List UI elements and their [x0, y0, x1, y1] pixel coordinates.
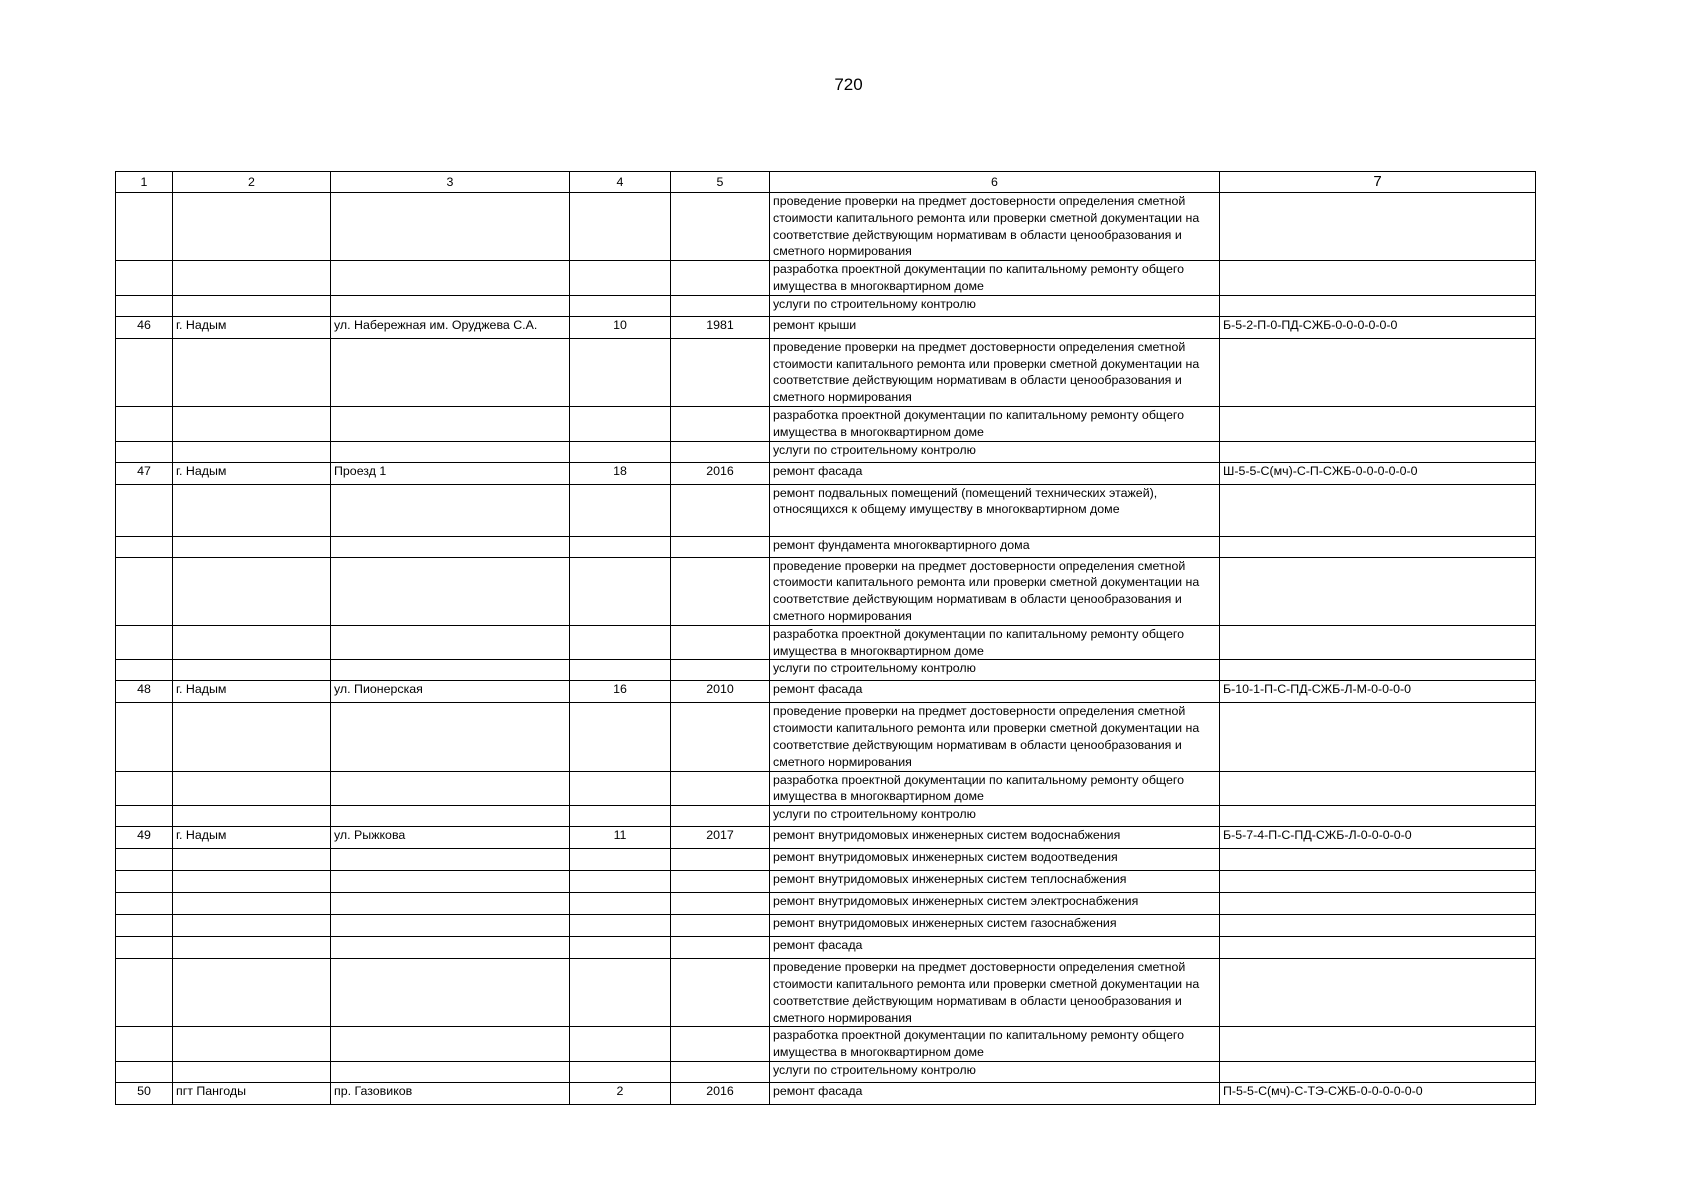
- city-cell: г. Надым: [173, 681, 331, 703]
- work-item-row: [116, 625, 1536, 660]
- work-item-row: [116, 1061, 1536, 1082]
- house-number-cell: [570, 660, 671, 681]
- year-built-cell: 2017: [671, 827, 770, 849]
- street-cell: [331, 1061, 570, 1082]
- work-type-cell: ремонт фасада: [770, 1082, 1220, 1104]
- city-cell: г. Надым: [173, 316, 331, 338]
- city-cell: [173, 536, 331, 557]
- work-type-cell: ремонт фасада: [770, 681, 1220, 703]
- work-item-row: [116, 660, 1536, 681]
- city-cell: [173, 406, 331, 441]
- column-number: 7: [1220, 172, 1536, 193]
- building-code-cell: [1220, 295, 1536, 316]
- work-item-row: [116, 406, 1536, 441]
- street-cell: [331, 893, 570, 915]
- column-number: 1: [116, 172, 173, 193]
- building-code-cell: [1220, 406, 1536, 441]
- column-number: 6: [770, 172, 1220, 193]
- year-built-cell: [671, 849, 770, 871]
- street-cell: [331, 295, 570, 316]
- year-built-cell: [671, 660, 770, 681]
- repair-program-table: [115, 171, 1536, 1105]
- year-built-cell: 1981: [671, 316, 770, 338]
- building-row: [116, 681, 1536, 703]
- column-number: 5: [671, 172, 770, 193]
- building-code-cell: [1220, 959, 1536, 1027]
- house-number-cell: 10: [570, 316, 671, 338]
- building-code-cell: [1220, 625, 1536, 660]
- house-number-cell: [570, 536, 671, 557]
- work-item-row: [116, 959, 1536, 1027]
- work-type-cell: разработка проектной документации по капитальному ремонту общего имущества в многоквартирном доме: [770, 261, 1220, 296]
- row-number-cell: [116, 295, 173, 316]
- column-number-row: [116, 172, 1536, 193]
- building-row: [116, 1082, 1536, 1104]
- row-number-cell: [116, 915, 173, 937]
- work-type-cell: ремонт фундамента многоквартирного дома: [770, 536, 1220, 557]
- building-code-cell: [1220, 703, 1536, 771]
- year-built-cell: [671, 557, 770, 625]
- city-cell: [173, 893, 331, 915]
- row-number-cell: [116, 959, 173, 1027]
- building-code-cell: [1220, 441, 1536, 462]
- work-type-cell: ремонт внутридомовых инженерных систем теплоснабжения: [770, 871, 1220, 893]
- row-number-cell: 49: [116, 827, 173, 849]
- street-cell: пр. Газовиков: [331, 1082, 570, 1104]
- building-code-cell: [1220, 261, 1536, 296]
- street-cell: [331, 557, 570, 625]
- work-item-row: [116, 806, 1536, 827]
- city-cell: [173, 193, 331, 261]
- building-code-cell: [1220, 937, 1536, 959]
- work-type-cell: ремонт внутридомовых инженерных систем водоснабжения: [770, 827, 1220, 849]
- street-cell: ул. Пионерская: [331, 681, 570, 703]
- street-cell: [331, 871, 570, 893]
- year-built-cell: [671, 771, 770, 806]
- work-item-row: [116, 441, 1536, 462]
- work-type-cell: услуги по строительному контролю: [770, 806, 1220, 827]
- work-item-row: [116, 261, 1536, 296]
- house-number-cell: [570, 915, 671, 937]
- city-cell: [173, 625, 331, 660]
- row-number-cell: 46: [116, 316, 173, 338]
- year-built-cell: [671, 703, 770, 771]
- street-cell: ул. Рыжкова: [331, 827, 570, 849]
- row-number-cell: [116, 338, 173, 406]
- street-cell: [331, 915, 570, 937]
- city-cell: [173, 871, 331, 893]
- house-number-cell: 16: [570, 681, 671, 703]
- building-code-cell: [1220, 557, 1536, 625]
- row-number-cell: [116, 406, 173, 441]
- building-code-cell: [1220, 536, 1536, 557]
- row-number-cell: [116, 937, 173, 959]
- street-cell: [331, 261, 570, 296]
- work-item-row: [116, 557, 1536, 625]
- building-code-cell: [1220, 1027, 1536, 1062]
- building-code-cell: [1220, 1061, 1536, 1082]
- house-number-cell: [570, 871, 671, 893]
- work-item-row: [116, 1027, 1536, 1062]
- house-number-cell: [570, 937, 671, 959]
- building-row: [116, 462, 1536, 484]
- street-cell: [331, 338, 570, 406]
- work-type-cell: ремонт фасада: [770, 937, 1220, 959]
- city-cell: [173, 660, 331, 681]
- city-cell: г. Надым: [173, 462, 331, 484]
- house-number-cell: [570, 338, 671, 406]
- year-built-cell: [671, 261, 770, 296]
- building-code-cell: [1220, 484, 1536, 536]
- street-cell: [331, 806, 570, 827]
- street-cell: [331, 484, 570, 536]
- work-item-row: [116, 338, 1536, 406]
- building-code-cell: [1220, 849, 1536, 871]
- work-type-cell: проведение проверки на предмет достоверности определения сметной стоимости капитального ремонта или проверки сметной документации на соответствие действующим нормативам в области ценообразования и сметного нормирования: [770, 338, 1220, 406]
- street-cell: [331, 625, 570, 660]
- city-cell: [173, 261, 331, 296]
- house-number-cell: 18: [570, 462, 671, 484]
- city-cell: [173, 806, 331, 827]
- city-cell: [173, 771, 331, 806]
- work-type-cell: разработка проектной документации по капитальному ремонту общего имущества в многоквартирном доме: [770, 625, 1220, 660]
- city-cell: [173, 1027, 331, 1062]
- city-cell: [173, 338, 331, 406]
- street-cell: [331, 193, 570, 261]
- street-cell: [331, 771, 570, 806]
- street-cell: [331, 849, 570, 871]
- year-built-cell: 2010: [671, 681, 770, 703]
- year-built-cell: [671, 625, 770, 660]
- city-cell: [173, 915, 331, 937]
- column-number: 2: [173, 172, 331, 193]
- building-row: [116, 316, 1536, 338]
- street-cell: [331, 406, 570, 441]
- city-cell: [173, 849, 331, 871]
- work-type-cell: проведение проверки на предмет достоверности определения сметной стоимости капитального ремонта или проверки сметной документации на соответствие действующим нормативам в области ценообразования и сметного нормирования: [770, 557, 1220, 625]
- building-code-cell: Ш-5-5-С(мч)-С-П-СЖБ-0-0-0-0-0-0: [1220, 462, 1536, 484]
- work-type-cell: проведение проверки на предмет достоверности определения сметной стоимости капитального ремонта или проверки сметной документации на соответствие действующим нормативам в области ценообразования и сметного нормирования: [770, 193, 1220, 261]
- work-type-cell: ремонт фасада: [770, 462, 1220, 484]
- city-cell: [173, 441, 331, 462]
- row-number-cell: [116, 893, 173, 915]
- city-cell: пгт Пангоды: [173, 1082, 331, 1104]
- work-item-row: [116, 536, 1536, 557]
- street-cell: [331, 441, 570, 462]
- row-number-cell: [116, 660, 173, 681]
- street-cell: [331, 959, 570, 1027]
- work-item-row: [116, 295, 1536, 316]
- year-built-cell: [671, 193, 770, 261]
- building-code-cell: [1220, 193, 1536, 261]
- work-item-row: [116, 703, 1536, 771]
- work-type-cell: услуги по строительному контролю: [770, 441, 1220, 462]
- building-code-cell: [1220, 771, 1536, 806]
- row-number-cell: [116, 703, 173, 771]
- house-number-cell: [570, 557, 671, 625]
- city-cell: [173, 1061, 331, 1082]
- work-type-cell: ремонт внутридомовых инженерных систем электроснабжения: [770, 893, 1220, 915]
- work-item-row: [116, 849, 1536, 871]
- year-built-cell: [671, 915, 770, 937]
- row-number-cell: [116, 261, 173, 296]
- building-code-cell: Б-5-2-П-0-ПД-СЖБ-0-0-0-0-0-0: [1220, 316, 1536, 338]
- street-cell: [331, 703, 570, 771]
- city-cell: [173, 295, 331, 316]
- year-built-cell: [671, 484, 770, 536]
- column-number: 3: [331, 172, 570, 193]
- building-code-cell: [1220, 871, 1536, 893]
- house-number-cell: 2: [570, 1082, 671, 1104]
- row-number-cell: [116, 557, 173, 625]
- year-built-cell: [671, 406, 770, 441]
- house-number-cell: [570, 806, 671, 827]
- row-number-cell: [116, 441, 173, 462]
- row-number-cell: [116, 806, 173, 827]
- row-number-cell: 48: [116, 681, 173, 703]
- work-item-row: [116, 915, 1536, 937]
- year-built-cell: [671, 871, 770, 893]
- year-built-cell: [671, 536, 770, 557]
- year-built-cell: [671, 806, 770, 827]
- street-cell: [331, 536, 570, 557]
- row-number-cell: 50: [116, 1082, 173, 1104]
- row-number-cell: [116, 771, 173, 806]
- work-type-cell: разработка проектной документации по капитальному ремонту общего имущества в многоквартирном доме: [770, 406, 1220, 441]
- work-item-row: [116, 193, 1536, 261]
- house-number-cell: [570, 484, 671, 536]
- city-cell: [173, 703, 331, 771]
- building-code-cell: Б-10-1-П-С-ПД-СЖБ-Л-М-0-0-0-0: [1220, 681, 1536, 703]
- work-item-row: [116, 771, 1536, 806]
- house-number-cell: [570, 1061, 671, 1082]
- house-number-cell: [570, 295, 671, 316]
- city-cell: [173, 557, 331, 625]
- street-cell: [331, 1027, 570, 1062]
- year-built-cell: 2016: [671, 462, 770, 484]
- row-number-cell: [116, 193, 173, 261]
- work-type-cell: проведение проверки на предмет достоверности определения сметной стоимости капитального ремонта или проверки сметной документации на соответствие действующим нормативам в области ценообразования и сметного нормирования: [770, 703, 1220, 771]
- work-type-cell: ремонт внутридомовых инженерных систем водоотведения: [770, 849, 1220, 871]
- building-row: [116, 827, 1536, 849]
- row-number-cell: [116, 1027, 173, 1062]
- work-type-cell: услуги по строительному контролю: [770, 1061, 1220, 1082]
- house-number-cell: [570, 959, 671, 1027]
- row-number-cell: [116, 871, 173, 893]
- building-code-cell: [1220, 893, 1536, 915]
- house-number-cell: [570, 625, 671, 660]
- house-number-cell: [570, 849, 671, 871]
- house-number-cell: [570, 193, 671, 261]
- year-built-cell: [671, 441, 770, 462]
- work-item-row: [116, 871, 1536, 893]
- year-built-cell: [671, 1027, 770, 1062]
- work-type-cell: разработка проектной документации по капитальному ремонту общего имущества в многоквартирном доме: [770, 1027, 1220, 1062]
- city-cell: [173, 959, 331, 1027]
- year-built-cell: 2016: [671, 1082, 770, 1104]
- building-code-cell: [1220, 806, 1536, 827]
- year-built-cell: [671, 1061, 770, 1082]
- row-number-cell: [116, 625, 173, 660]
- building-code-cell: Б-5-7-4-П-С-ПД-СЖБ-Л-0-0-0-0-0: [1220, 827, 1536, 849]
- work-type-cell: услуги по строительному контролю: [770, 660, 1220, 681]
- year-built-cell: [671, 937, 770, 959]
- city-cell: [173, 484, 331, 536]
- row-number-cell: [116, 484, 173, 536]
- house-number-cell: [570, 703, 671, 771]
- year-built-cell: [671, 893, 770, 915]
- city-cell: [173, 937, 331, 959]
- street-cell: [331, 937, 570, 959]
- year-built-cell: [671, 959, 770, 1027]
- house-number-cell: [570, 893, 671, 915]
- page-number: 720: [834, 75, 863, 94]
- street-cell: [331, 660, 570, 681]
- work-item-row: [116, 484, 1536, 536]
- building-code-cell: [1220, 915, 1536, 937]
- column-number: 4: [570, 172, 671, 193]
- house-number-cell: [570, 261, 671, 296]
- work-type-cell: проведение проверки на предмет достоверности определения сметной стоимости капитального ремонта или проверки сметной документации на соответствие действующим нормативам в области ценообразования и сметного нормирования: [770, 959, 1220, 1027]
- street-cell: Проезд 1: [331, 462, 570, 484]
- street-cell: ул. Набережная им. Оруджева С.А.: [331, 316, 570, 338]
- row-number-cell: [116, 1061, 173, 1082]
- building-code-cell: [1220, 660, 1536, 681]
- house-number-cell: [570, 1027, 671, 1062]
- work-type-cell: ремонт крыши: [770, 316, 1220, 338]
- row-number-cell: 47: [116, 462, 173, 484]
- work-type-cell: услуги по строительному контролю: [770, 295, 1220, 316]
- house-number-cell: [570, 441, 671, 462]
- year-built-cell: [671, 295, 770, 316]
- year-built-cell: [671, 338, 770, 406]
- house-number-cell: [570, 406, 671, 441]
- house-number-cell: 11: [570, 827, 671, 849]
- work-item-row: [116, 937, 1536, 959]
- work-type-cell: разработка проектной документации по капитальному ремонту общего имущества в многоквартирном доме: [770, 771, 1220, 806]
- city-cell: г. Надым: [173, 827, 331, 849]
- work-item-row: [116, 893, 1536, 915]
- building-code-cell: [1220, 338, 1536, 406]
- work-type-cell: ремонт подвальных помещений (помещений технических этажей), относящихся к общему имуществу в многоквартирном доме: [770, 484, 1220, 536]
- row-number-cell: [116, 849, 173, 871]
- building-code-cell: П-5-5-С(мч)-С-ТЭ-СЖБ-0-0-0-0-0-0: [1220, 1082, 1536, 1104]
- work-type-cell: ремонт внутридомовых инженерных систем газоснабжения: [770, 915, 1220, 937]
- row-number-cell: [116, 536, 173, 557]
- house-number-cell: [570, 771, 671, 806]
